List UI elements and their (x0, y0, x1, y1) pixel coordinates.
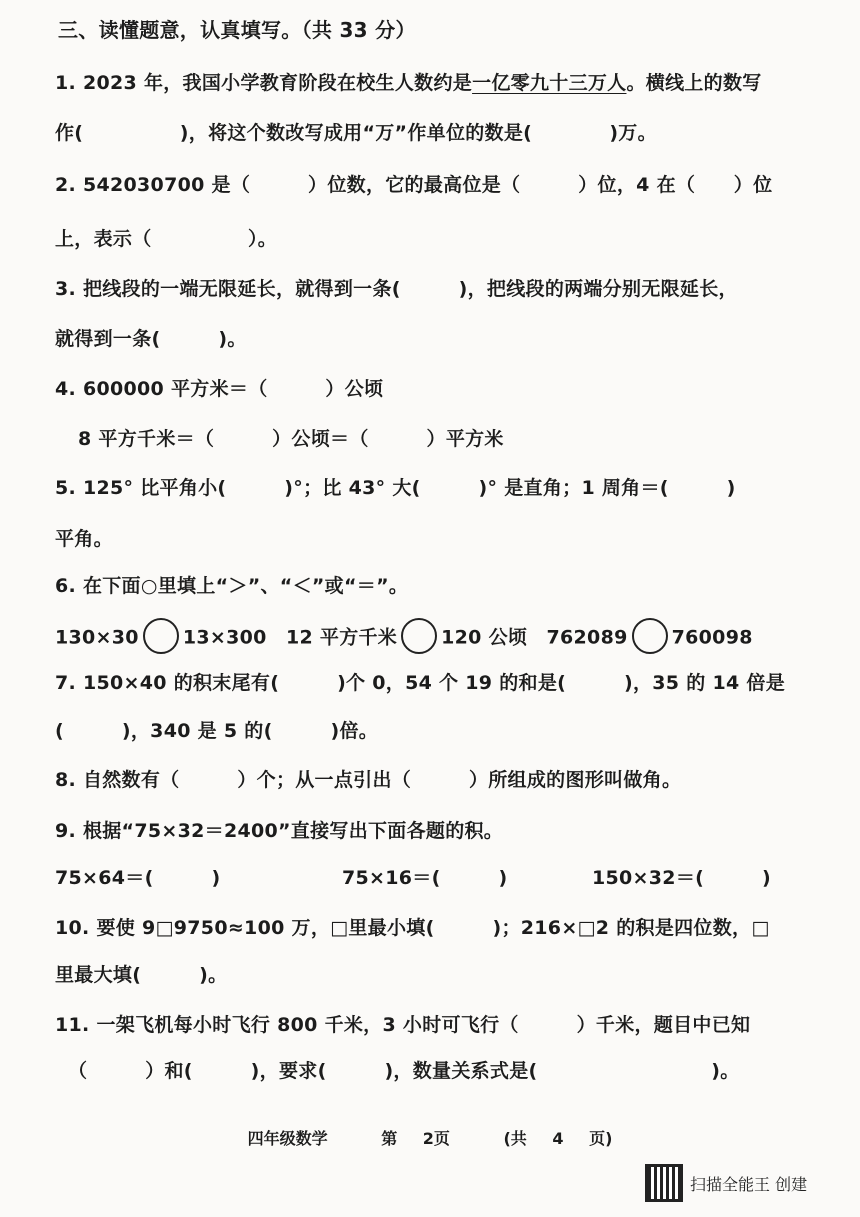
question-4-line-2: 8 平方千米＝（ ）公顷＝（ ）平方米 (78, 428, 504, 450)
question-10-line-1: 10. 要使 9□9750≈100 万，□里最小填( )；216×□2 的积是四位数，□ (55, 917, 770, 939)
question-7-line-2: ( )，340 是 5 的( )倍。 (55, 720, 379, 742)
q9-product-2: 75×16＝( ) (342, 867, 508, 889)
question-11-line-2: （ ）和( )，要求( )，数量关系式是( )。 (68, 1060, 740, 1082)
footer-page-number: 第 2页 (381, 1129, 450, 1148)
q1-underlined-number: 一亿零九十三万人 (472, 72, 627, 94)
question-9-line-1: 9. 根据“75×32＝2400”直接写出下面各题的积。 (55, 820, 504, 842)
compare-circle-2[interactable] (401, 618, 437, 654)
footer-grade: 四年级数学 (247, 1129, 328, 1148)
compare-circle-1[interactable] (143, 618, 179, 654)
question-1-line-2: 作( )，将这个数改写成用“万”作单位的数是( )万。 (55, 122, 657, 144)
q6-expr-1: 130×30 (55, 626, 139, 649)
question-11-line-1: 11. 一架飞机每小时飞行 800 千米，3 小时可飞行（ ）千米，题目中已知 (55, 1014, 751, 1036)
q6-expr-4: 760098 (671, 626, 753, 649)
question-2-line-1: 2. 542030700 是（ ）位数，它的最高位是（ ）位，4 在（ ）位 (55, 174, 773, 196)
q6-expr-2: 13×300 12 平方千米 (182, 626, 398, 649)
question-9-line-2 (55, 865, 860, 891)
scanner-watermark: 扫描全能王 创建 (690, 1175, 808, 1194)
question-7-line-1: 7. 150×40 的积末尾有( )个 0，54 个 19 的和是( )，35 的 14 倍是 (55, 672, 786, 694)
question-10-line-2: 里最大填( )。 (55, 964, 228, 986)
q9-product-1: 75×64＝( ) (55, 867, 221, 889)
q9-product-3: 150×32＝( ) (592, 867, 771, 889)
compare-circle-3[interactable] (632, 618, 668, 654)
qr-code-icon (645, 1164, 683, 1202)
q6-expr-3: 120 公顷 762089 (441, 626, 628, 649)
question-3-line-2: 就得到一条( )。 (55, 328, 247, 350)
question-5-line-1: 5. 125° 比平角小( )°；比 43° 大( )° 是直角；1 周角＝( ) (55, 477, 736, 499)
question-5-line-2: 平角。 (55, 528, 113, 550)
question-6-line-2 (55, 620, 860, 656)
question-8: 8. 自然数有（ ）个；从一点引出（ ）所组成的图形叫做角。 (55, 769, 682, 791)
question-2-line-2: 上，表示（ ）。 (55, 228, 278, 250)
q1-text-post: 。横线上的数写 (626, 72, 762, 94)
question-1-line-1 (55, 70, 860, 96)
q1-text-pre: 1. 2023 年，我国小学教育阶段在校生人数约是 (55, 72, 473, 94)
question-4-line-1: 4. 600000 平方米＝（ ）公顷 (55, 378, 384, 400)
question-3-line-1: 3. 把线段的一端无限延长，就得到一条( )，把线段的两端分别无限延长， (55, 278, 738, 300)
page-footer (0, 1126, 860, 1149)
footer-total-pages: (共 4 页) (503, 1129, 613, 1148)
question-6-line-1: 6. 在下面○里填上“＞”、“＜”或“＝”。 (55, 575, 409, 597)
section-title: 三、读懂题意，认真填写。（共 33 分） (58, 18, 416, 42)
